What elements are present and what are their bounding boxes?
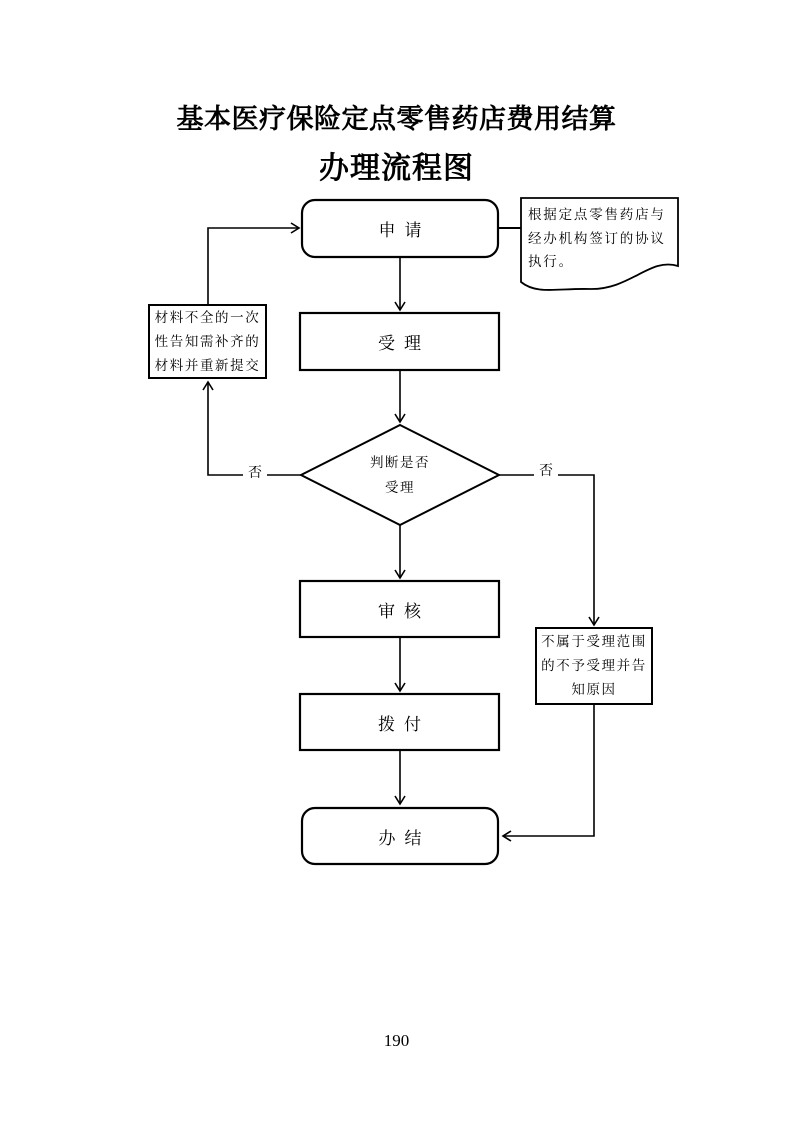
- reject-line3: 知原因: [571, 682, 617, 697]
- arrow-decision-no-incomplete: [208, 382, 301, 475]
- edge-label-no-left: 否: [243, 465, 267, 483]
- agreement-line3: 执行。: [528, 254, 574, 269]
- decision-label-line1: 判断是否: [370, 455, 430, 470]
- page-title-line1: 基本医疗保险定点零售药店费用结算: [176, 104, 617, 134]
- review-node-label: 审核: [378, 601, 430, 621]
- decision-node-label: [330, 449, 470, 501]
- incomplete-materials-annotation: [151, 306, 264, 377]
- agreement-line2: 经办机构签订的协议: [528, 230, 666, 246]
- page-number: 190: [383, 1031, 410, 1050]
- arrow-incomplete-apply: [208, 228, 299, 305]
- agreement-line1: 根据定点零售药店与: [528, 207, 666, 222]
- decision-label-line2: 受理: [385, 480, 415, 495]
- incomplete-line1: 材料不全的一次: [154, 309, 261, 325]
- arrow-decision-no-reject: [499, 475, 594, 625]
- reject-line2: 的不予受理并告: [541, 658, 647, 673]
- incomplete-line3: 材料并重新提交: [154, 357, 261, 373]
- agreement-annotation: [528, 203, 674, 275]
- page-title-line2: 办理流程图: [319, 152, 474, 185]
- complete-node-label: 办结: [378, 828, 431, 848]
- disburse-node-label: 拨付: [378, 714, 430, 734]
- reject-line1: 不属于受理范围: [541, 634, 647, 649]
- edge-label-no-right: 否: [534, 463, 558, 481]
- arrow-reject-complete: [503, 704, 594, 836]
- reject-annotation: [538, 629, 650, 703]
- accept-node-label: 受理: [378, 334, 430, 353]
- incomplete-line2: 性告知需补齐的: [154, 333, 261, 349]
- apply-node-label: 申请: [378, 221, 431, 240]
